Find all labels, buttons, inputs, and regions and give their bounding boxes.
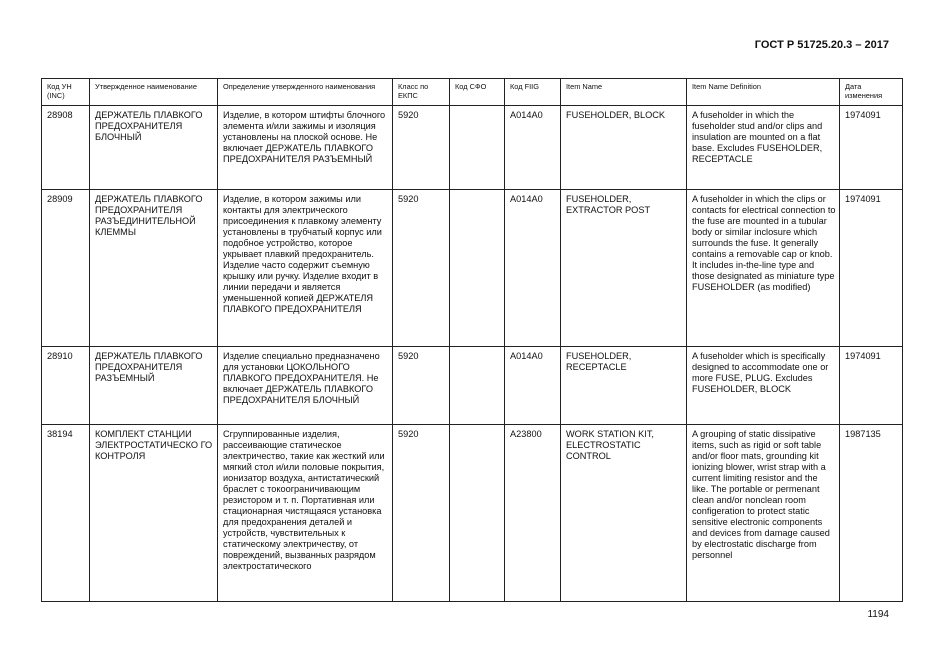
cell-class: 5920 xyxy=(393,106,450,190)
column-header-item-definition: Item Name Definition xyxy=(687,79,840,106)
cell-fiig: A014A0 xyxy=(505,347,561,425)
cell-item-definition: A grouping of static dissipative items, such as rigid or soft table and/or floor mats, grounding kit ionizing blower, wrist strap with a current limiting resistor and the like. The portable or permenant clean and/or nonclean room configeration to protect static sensitive electronic components and devices from damage caused by electrostatic discharge from personnel xyxy=(687,425,840,602)
cell-sfo xyxy=(450,425,505,602)
cell-item-definition: A fuseholder which is specifically designed to accommodate one or more FUSE, PLUG. Excludes FUSEHOLDER, BLOCK xyxy=(687,347,840,425)
cell-fiig: A23800 xyxy=(505,425,561,602)
classification-table xyxy=(41,78,903,602)
table-header-row xyxy=(42,79,903,106)
cell-sfo xyxy=(450,190,505,347)
cell-item-name: FUSEHOLDER, EXTRACTOR POST xyxy=(561,190,687,347)
cell-code: 28910 xyxy=(42,347,90,425)
cell-item-name: FUSEHOLDER, RECEPTACLE xyxy=(561,347,687,425)
column-header-sfo: Код СФО xyxy=(450,79,505,106)
cell-date: 1974091 xyxy=(840,106,903,190)
cell-definition: Сгруппированные изделия, рассеивающие статическое электричество, такие как жесткий или мягкий стол и/или половые покрытия, ионизатор воздуха, антистатический браслет с токоограничивающим резистором и т. п. Портативная или стационарная чистящаяся установка для предохранения деталей и устройств, чувствительных к статическому электричеству, от повреждений, вызванных разрядом электростатического xyxy=(218,425,393,602)
table-row xyxy=(42,425,903,602)
cell-class: 5920 xyxy=(393,190,450,347)
column-header-code: Код УН (INC) xyxy=(42,79,90,106)
column-header-definition: Определение утвержденного наименования xyxy=(218,79,393,106)
cell-sfo xyxy=(450,106,505,190)
column-header-item-name: Item Name xyxy=(561,79,687,106)
cell-definition: Изделие, в котором зажимы или контакты для электрического присоединения к плавкому элементу установлены в трубчатый корпус или подобное устройство, которое укрывает плавкий предохранитель. Изделие часто содержит съемную крышку или ручку. Изделие входит в линии передачи и является уменьшенной копией ДЕРЖАТЕЛЯ ПЛАВКОГО ПРЕДОХРАНИТЕЛЯ xyxy=(218,190,393,347)
cell-fiig: A014A0 xyxy=(505,106,561,190)
cell-date: 1987135 xyxy=(840,425,903,602)
cell-date: 1974091 xyxy=(840,190,903,347)
table-row xyxy=(42,347,903,425)
cell-item-name: WORK STATION KIT, ELECTROSTATIC CONTROL xyxy=(561,425,687,602)
cell-code: 28908 xyxy=(42,106,90,190)
cell-name: ДЕРЖАТЕЛЬ ПЛАВКОГО ПРЕДОХРАНИТЕЛЯ РАЗЪЕДИНИТЕЛЬНОЙ КЛЕММЫ xyxy=(90,190,218,347)
cell-definition: Изделие специально предназначено для установки ЦОКОЛЬНОГО ПЛАВКОГО ПРЕДОХРАНИТЕЛЯ. Не включает ДЕРЖАТЕЛЬ ПЛАВКОГО ПРЕДОХРАНИТЕЛЯ БЛОЧНЫЙ xyxy=(218,347,393,425)
cell-code: 28909 xyxy=(42,190,90,347)
cell-item-name: FUSEHOLDER, BLOCK xyxy=(561,106,687,190)
column-header-name: Утвержденное наименование xyxy=(90,79,218,106)
cell-definition: Изделие, в котором штифты блочного элемента и/или зажимы и изоляция установлены на плоской основе. Не включает ДЕРЖАТЕЛЬ ПЛАВКОГО ПРЕДОХРАНИТЕЛЯ РАЗЪЕМНЫЙ xyxy=(218,106,393,190)
cell-item-definition: A fuseholder in which the fuseholder stud and/or clips and insulation are mounted on a flat base. Excludes FUSEHOLDER, RECEPTACLE xyxy=(687,106,840,190)
cell-name: КОМПЛЕКТ СТАНЦИИ ЭЛЕКТРОСТАТИЧЕСКО ГО КОНТРОЛЯ xyxy=(90,425,218,602)
document-header: ГОСТ Р 51725.20.3 – 2017 xyxy=(754,39,889,51)
page-number: 1194 xyxy=(867,609,889,620)
cell-class: 5920 xyxy=(393,347,450,425)
column-header-class: Класс по ЕКПС xyxy=(393,79,450,106)
cell-class: 5920 xyxy=(393,425,450,602)
cell-name: ДЕРЖАТЕЛЬ ПЛАВКОГО ПРЕДОХРАНИТЕЛЯ БЛОЧНЫЙ xyxy=(90,106,218,190)
cell-code: 38194 xyxy=(42,425,90,602)
cell-item-definition: A fuseholder in which the clips or contacts for electrical connection to the fuse are mounted in a tubular body or similar inclosure which surrounds the fuse. It generally contains a removable cap or knob. It includes in-the-line type and those designated as miniature type FUSEHOLDER (as modified) xyxy=(687,190,840,347)
cell-fiig: A014A0 xyxy=(505,190,561,347)
cell-sfo xyxy=(450,347,505,425)
cell-date: 1974091 xyxy=(840,347,903,425)
cell-name: ДЕРЖАТЕЛЬ ПЛАВКОГО ПРЕДОХРАНИТЕЛЯ РАЗЪЕМНЫЙ xyxy=(90,347,218,425)
column-header-date: Дата изменения xyxy=(840,79,903,106)
column-header-fiig: Код FIIG xyxy=(505,79,561,106)
table-row xyxy=(42,190,903,347)
table-row xyxy=(42,106,903,190)
